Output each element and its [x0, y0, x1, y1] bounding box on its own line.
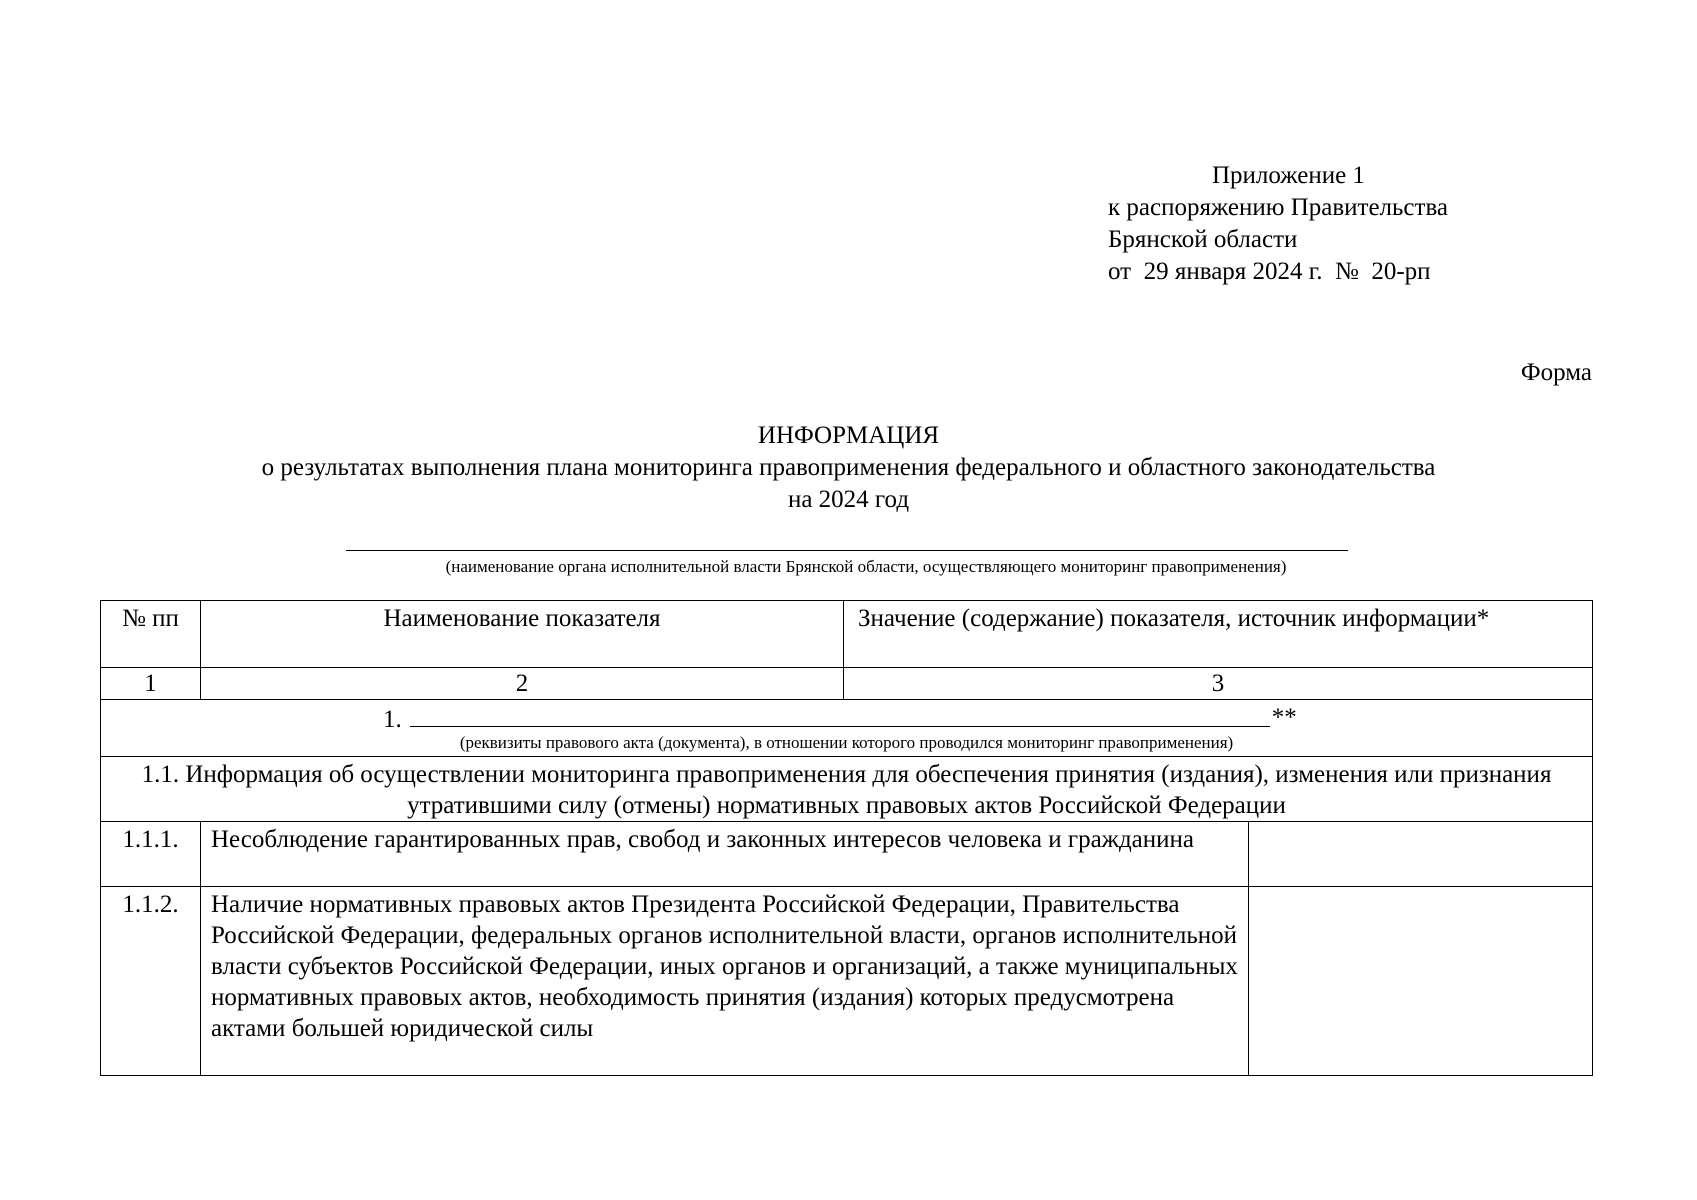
item-value — [1249, 822, 1593, 887]
item-number: 1.1.1. — [101, 822, 201, 887]
org-name-underline — [346, 550, 1348, 551]
act-requisites-cell — [101, 700, 1593, 757]
act-number: 1. — [383, 706, 402, 733]
table-header-row — [101, 601, 1593, 668]
header-num: № пп — [101, 601, 201, 668]
document-title — [0, 420, 1697, 516]
title-subtitle: о результатах выполнения плана мониторинга правоприменения федерального и областного законодательства — [261, 454, 1436, 481]
appendix-block — [1108, 160, 1528, 288]
indicators-table — [100, 600, 1593, 1076]
index-cell-2: 2 — [201, 668, 844, 700]
section-row — [101, 757, 1593, 822]
act-requisites-underline — [410, 704, 1270, 727]
item-text: Наличие нормативных правовых актов Президента Российской Федерации, Правительства Российской Федерации, федеральных органов исполнительной власти, органов исполнительной власти субъектов Российской Федерации, иных органов и организаций, а также муниципальных нормативных правовых актов, необходимость принятия (издания) которых предусмотрена актами большей юридической силы — [201, 887, 1249, 1076]
table-row — [101, 822, 1593, 887]
form-label: Форма — [1520, 359, 1592, 386]
item-number: 1.1.2. — [101, 887, 201, 1076]
title-year: на 2024 год — [787, 486, 910, 513]
table-index-row — [101, 668, 1593, 700]
appendix-title: Приложение 1 — [1212, 162, 1365, 189]
header-value: Значение (содержание) показателя, источник информации* — [844, 601, 1593, 668]
index-cell-1: 1 — [101, 668, 201, 700]
appendix-line-region: Брянской области — [1108, 226, 1298, 253]
item-value — [1249, 887, 1593, 1076]
item-text: Несоблюдение гарантированных прав, свобод и законных интересов человека и гражданина — [201, 822, 1249, 887]
section-title: 1.1. Информация об осуществлении мониторинга правоприменения для обеспечения принятия (издания), изменения или признания утратившими силу (отмены) нормативных правовых актов Российской Федерации — [101, 757, 1593, 822]
header-name: Наименование показателя — [201, 601, 844, 668]
org-name-caption: (наименование органа исполнительной власти Брянской области, осуществляющего мониторинг правоприменения) — [445, 557, 1287, 576]
act-footnote-marker: ** — [1271, 704, 1297, 731]
act-row — [101, 700, 1593, 757]
appendix-line-date: от 29 января 2024 г. № 20-рп — [1108, 258, 1431, 285]
appendix-line-order: к распоряжению Правительства — [1108, 194, 1449, 221]
table-row — [101, 887, 1593, 1076]
act-requisites-caption: (реквизиты правового акта (документа), в отношении которого проводился мониторинг правоприменения) — [459, 733, 1234, 752]
index-cell-3: 3 — [844, 668, 1593, 700]
title-heading: ИНФОРМАЦИЯ — [757, 422, 940, 449]
